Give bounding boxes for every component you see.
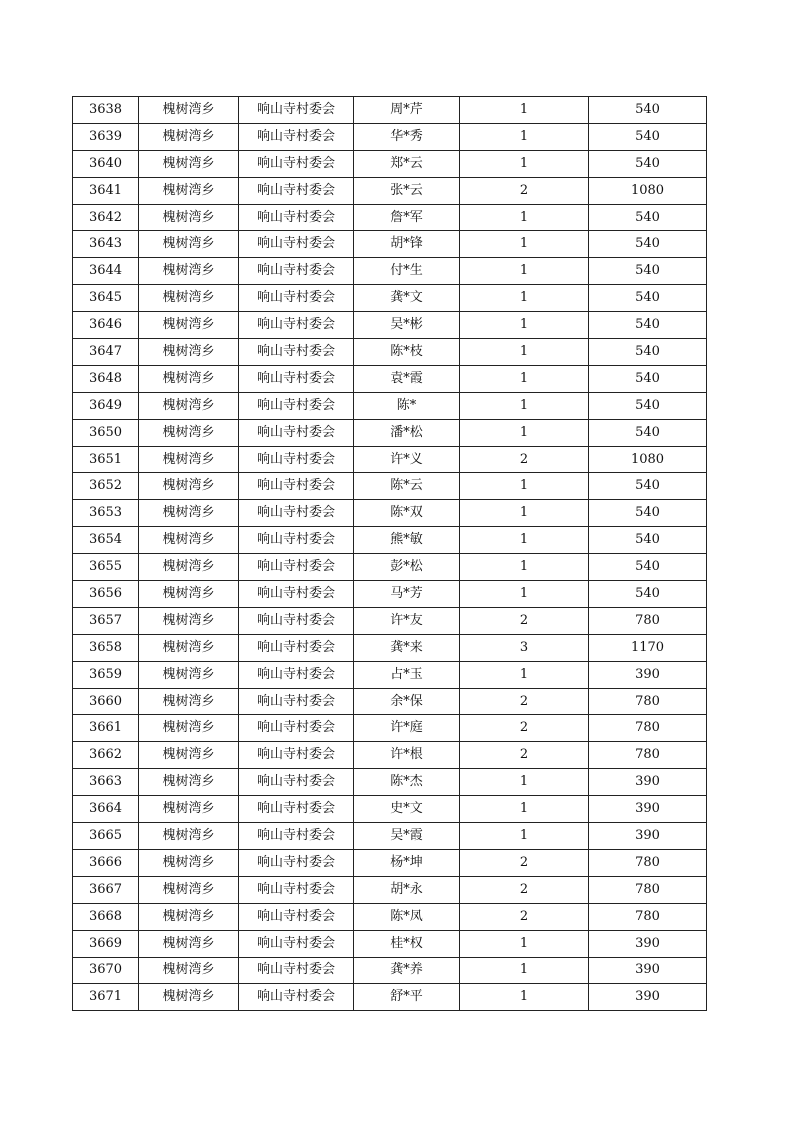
row-amount-cell: 390 — [589, 661, 707, 688]
table-row — [73, 769, 707, 796]
row-name-cell: 占*玉 — [354, 661, 460, 688]
row-village-cell: 响山寺村委会 — [239, 231, 354, 258]
row-amount-cell: 780 — [589, 742, 707, 769]
row-amount-cell: 780 — [589, 876, 707, 903]
row-village-cell: 响山寺村委会 — [239, 554, 354, 581]
row-village-cell: 响山寺村委会 — [239, 903, 354, 930]
table-row — [73, 688, 707, 715]
row-amount-cell: 390 — [589, 984, 707, 1011]
row-amount-cell: 540 — [589, 473, 707, 500]
table-row — [73, 231, 707, 258]
table-row — [73, 984, 707, 1011]
row-village-cell: 响山寺村委会 — [239, 365, 354, 392]
row-name-cell: 余*保 — [354, 688, 460, 715]
table-row — [73, 97, 707, 124]
row-id-cell: 3638 — [73, 97, 139, 124]
table-row — [73, 150, 707, 177]
row-count-cell: 2 — [460, 446, 589, 473]
row-town-cell: 槐树湾乡 — [139, 204, 239, 231]
row-id-cell: 3642 — [73, 204, 139, 231]
table-row — [73, 796, 707, 823]
row-amount-cell: 540 — [589, 231, 707, 258]
row-amount-cell: 540 — [589, 285, 707, 312]
row-amount-cell: 540 — [589, 150, 707, 177]
row-name-cell: 胡*锋 — [354, 231, 460, 258]
table-row — [73, 285, 707, 312]
row-count-cell: 1 — [460, 500, 589, 527]
row-id-cell: 3657 — [73, 607, 139, 634]
row-town-cell: 槐树湾乡 — [139, 769, 239, 796]
row-town-cell: 槐树湾乡 — [139, 285, 239, 312]
row-town-cell: 槐树湾乡 — [139, 527, 239, 554]
row-town-cell: 槐树湾乡 — [139, 150, 239, 177]
row-village-cell: 响山寺村委会 — [239, 715, 354, 742]
row-name-cell: 许*庭 — [354, 715, 460, 742]
row-id-cell: 3651 — [73, 446, 139, 473]
row-town-cell: 槐树湾乡 — [139, 957, 239, 984]
row-id-cell: 3643 — [73, 231, 139, 258]
table-row — [73, 527, 707, 554]
row-amount-cell: 390 — [589, 823, 707, 850]
row-town-cell: 槐树湾乡 — [139, 365, 239, 392]
row-count-cell: 1 — [460, 823, 589, 850]
row-id-cell: 3652 — [73, 473, 139, 500]
row-name-cell: 龚*来 — [354, 634, 460, 661]
table-row — [73, 500, 707, 527]
row-town-cell: 槐树湾乡 — [139, 715, 239, 742]
table-row — [73, 715, 707, 742]
row-amount-cell: 540 — [589, 312, 707, 339]
table-row — [73, 419, 707, 446]
table-row — [73, 661, 707, 688]
row-count-cell: 1 — [460, 984, 589, 1011]
row-name-cell: 陈*云 — [354, 473, 460, 500]
row-name-cell: 付*生 — [354, 258, 460, 285]
row-town-cell: 槐树湾乡 — [139, 796, 239, 823]
row-id-cell: 3644 — [73, 258, 139, 285]
row-name-cell: 张*云 — [354, 177, 460, 204]
row-amount-cell: 390 — [589, 957, 707, 984]
row-id-cell: 3645 — [73, 285, 139, 312]
row-id-cell: 3667 — [73, 876, 139, 903]
row-count-cell: 1 — [460, 97, 589, 124]
row-name-cell: 龚*养 — [354, 957, 460, 984]
row-name-cell: 周*芹 — [354, 97, 460, 124]
row-amount-cell: 540 — [589, 554, 707, 581]
row-village-cell: 响山寺村委会 — [239, 688, 354, 715]
table-row — [73, 177, 707, 204]
row-id-cell: 3670 — [73, 957, 139, 984]
row-count-cell: 2 — [460, 742, 589, 769]
row-amount-cell: 780 — [589, 715, 707, 742]
row-count-cell: 1 — [460, 769, 589, 796]
table-row — [73, 258, 707, 285]
row-village-cell: 响山寺村委会 — [239, 634, 354, 661]
row-village-cell: 响山寺村委会 — [239, 312, 354, 339]
table-row — [73, 930, 707, 957]
row-id-cell: 3649 — [73, 392, 139, 419]
row-amount-cell: 540 — [589, 258, 707, 285]
row-town-cell: 槐树湾乡 — [139, 312, 239, 339]
row-count-cell: 1 — [460, 930, 589, 957]
row-town-cell: 槐树湾乡 — [139, 607, 239, 634]
row-village-cell: 响山寺村委会 — [239, 876, 354, 903]
row-amount-cell: 390 — [589, 796, 707, 823]
row-village-cell: 响山寺村委会 — [239, 285, 354, 312]
row-id-cell: 3660 — [73, 688, 139, 715]
row-count-cell: 2 — [460, 715, 589, 742]
row-name-cell: 詹*军 — [354, 204, 460, 231]
row-village-cell: 响山寺村委会 — [239, 258, 354, 285]
row-amount-cell: 540 — [589, 339, 707, 366]
row-id-cell: 3662 — [73, 742, 139, 769]
row-amount-cell: 540 — [589, 392, 707, 419]
row-id-cell: 3641 — [73, 177, 139, 204]
row-village-cell: 响山寺村委会 — [239, 823, 354, 850]
row-count-cell: 1 — [460, 419, 589, 446]
row-village-cell: 响山寺村委会 — [239, 339, 354, 366]
row-amount-cell: 1170 — [589, 634, 707, 661]
row-village-cell: 响山寺村委会 — [239, 849, 354, 876]
row-amount-cell: 390 — [589, 769, 707, 796]
table-row — [73, 123, 707, 150]
row-name-cell: 舒*平 — [354, 984, 460, 1011]
row-amount-cell: 540 — [589, 204, 707, 231]
roster-table — [72, 96, 707, 1011]
row-count-cell: 1 — [460, 123, 589, 150]
row-id-cell: 3661 — [73, 715, 139, 742]
table-row — [73, 581, 707, 608]
row-amount-cell: 540 — [589, 97, 707, 124]
row-count-cell: 1 — [460, 150, 589, 177]
row-id-cell: 3663 — [73, 769, 139, 796]
row-name-cell: 熊*敏 — [354, 527, 460, 554]
row-village-cell: 响山寺村委会 — [239, 607, 354, 634]
table-row — [73, 204, 707, 231]
row-amount-cell: 540 — [589, 527, 707, 554]
row-town-cell: 槐树湾乡 — [139, 500, 239, 527]
row-count-cell: 2 — [460, 688, 589, 715]
row-id-cell: 3669 — [73, 930, 139, 957]
row-amount-cell: 540 — [589, 365, 707, 392]
row-town-cell: 槐树湾乡 — [139, 849, 239, 876]
row-amount-cell: 540 — [589, 123, 707, 150]
row-name-cell: 许*根 — [354, 742, 460, 769]
row-village-cell: 响山寺村委会 — [239, 796, 354, 823]
roster-table-body — [73, 97, 707, 1011]
table-row — [73, 742, 707, 769]
row-amount-cell: 540 — [589, 500, 707, 527]
row-name-cell: 龚*文 — [354, 285, 460, 312]
row-village-cell: 响山寺村委会 — [239, 419, 354, 446]
row-name-cell: 陈*枝 — [354, 339, 460, 366]
row-id-cell: 3666 — [73, 849, 139, 876]
row-town-cell: 槐树湾乡 — [139, 903, 239, 930]
row-id-cell: 3639 — [73, 123, 139, 150]
row-village-cell: 响山寺村委会 — [239, 661, 354, 688]
row-name-cell: 陈*杰 — [354, 769, 460, 796]
row-town-cell: 槐树湾乡 — [139, 554, 239, 581]
row-name-cell: 陈*双 — [354, 500, 460, 527]
row-count-cell: 2 — [460, 876, 589, 903]
row-town-cell: 槐树湾乡 — [139, 97, 239, 124]
row-id-cell: 3659 — [73, 661, 139, 688]
row-count-cell: 2 — [460, 849, 589, 876]
row-village-cell: 响山寺村委会 — [239, 930, 354, 957]
row-village-cell: 响山寺村委会 — [239, 204, 354, 231]
row-id-cell: 3655 — [73, 554, 139, 581]
table-row — [73, 957, 707, 984]
table-row — [73, 554, 707, 581]
row-town-cell: 槐树湾乡 — [139, 339, 239, 366]
row-town-cell: 槐树湾乡 — [139, 742, 239, 769]
row-count-cell: 1 — [460, 473, 589, 500]
row-name-cell: 陈*凤 — [354, 903, 460, 930]
row-name-cell: 桂*权 — [354, 930, 460, 957]
row-town-cell: 槐树湾乡 — [139, 473, 239, 500]
row-name-cell: 潘*松 — [354, 419, 460, 446]
row-count-cell: 1 — [460, 312, 589, 339]
row-count-cell: 1 — [460, 258, 589, 285]
row-id-cell: 3668 — [73, 903, 139, 930]
row-amount-cell: 780 — [589, 688, 707, 715]
row-id-cell: 3648 — [73, 365, 139, 392]
row-amount-cell: 1080 — [589, 446, 707, 473]
row-count-cell: 1 — [460, 365, 589, 392]
row-town-cell: 槐树湾乡 — [139, 661, 239, 688]
row-town-cell: 槐树湾乡 — [139, 419, 239, 446]
row-amount-cell: 1080 — [589, 177, 707, 204]
row-amount-cell: 780 — [589, 849, 707, 876]
table-row — [73, 607, 707, 634]
row-village-cell: 响山寺村委会 — [239, 177, 354, 204]
row-village-cell: 响山寺村委会 — [239, 446, 354, 473]
row-town-cell: 槐树湾乡 — [139, 392, 239, 419]
table-row — [73, 312, 707, 339]
row-count-cell: 1 — [460, 661, 589, 688]
row-amount-cell: 390 — [589, 930, 707, 957]
row-amount-cell: 540 — [589, 581, 707, 608]
row-village-cell: 响山寺村委会 — [239, 984, 354, 1011]
row-village-cell: 响山寺村委会 — [239, 742, 354, 769]
row-town-cell: 槐树湾乡 — [139, 581, 239, 608]
row-name-cell: 马*芳 — [354, 581, 460, 608]
row-id-cell: 3640 — [73, 150, 139, 177]
row-id-cell: 3671 — [73, 984, 139, 1011]
row-count-cell: 1 — [460, 554, 589, 581]
row-name-cell: 华*秀 — [354, 123, 460, 150]
row-village-cell: 响山寺村委会 — [239, 500, 354, 527]
row-name-cell: 杨*坤 — [354, 849, 460, 876]
table-row — [73, 339, 707, 366]
row-id-cell: 3646 — [73, 312, 139, 339]
row-id-cell: 3647 — [73, 339, 139, 366]
row-town-cell: 槐树湾乡 — [139, 876, 239, 903]
row-count-cell: 3 — [460, 634, 589, 661]
row-name-cell: 吴*霞 — [354, 823, 460, 850]
table-row — [73, 849, 707, 876]
row-village-cell: 响山寺村委会 — [239, 123, 354, 150]
row-id-cell: 3653 — [73, 500, 139, 527]
row-village-cell: 响山寺村委会 — [239, 97, 354, 124]
row-id-cell: 3650 — [73, 419, 139, 446]
row-amount-cell: 780 — [589, 903, 707, 930]
row-town-cell: 槐树湾乡 — [139, 123, 239, 150]
table-row — [73, 392, 707, 419]
row-town-cell: 槐树湾乡 — [139, 446, 239, 473]
row-count-cell: 1 — [460, 204, 589, 231]
row-name-cell: 袁*霞 — [354, 365, 460, 392]
table-row — [73, 446, 707, 473]
row-town-cell: 槐树湾乡 — [139, 823, 239, 850]
row-id-cell: 3665 — [73, 823, 139, 850]
row-town-cell: 槐树湾乡 — [139, 688, 239, 715]
row-name-cell: 吴*彬 — [354, 312, 460, 339]
row-town-cell: 槐树湾乡 — [139, 634, 239, 661]
row-count-cell: 2 — [460, 607, 589, 634]
row-count-cell: 1 — [460, 796, 589, 823]
row-town-cell: 槐树湾乡 — [139, 984, 239, 1011]
row-name-cell: 彭*松 — [354, 554, 460, 581]
row-village-cell: 响山寺村委会 — [239, 957, 354, 984]
table-row — [73, 634, 707, 661]
row-count-cell: 1 — [460, 285, 589, 312]
row-village-cell: 响山寺村委会 — [239, 581, 354, 608]
row-village-cell: 响山寺村委会 — [239, 769, 354, 796]
row-town-cell: 槐树湾乡 — [139, 258, 239, 285]
row-name-cell: 许*友 — [354, 607, 460, 634]
row-name-cell: 史*文 — [354, 796, 460, 823]
row-count-cell: 1 — [460, 392, 589, 419]
table-row — [73, 903, 707, 930]
row-town-cell: 槐树湾乡 — [139, 177, 239, 204]
row-amount-cell: 540 — [589, 419, 707, 446]
row-id-cell: 3664 — [73, 796, 139, 823]
row-count-cell: 2 — [460, 177, 589, 204]
row-id-cell: 3658 — [73, 634, 139, 661]
row-count-cell: 1 — [460, 581, 589, 608]
row-village-cell: 响山寺村委会 — [239, 473, 354, 500]
row-count-cell: 1 — [460, 527, 589, 554]
row-name-cell: 胡*永 — [354, 876, 460, 903]
row-village-cell: 响山寺村委会 — [239, 527, 354, 554]
row-id-cell: 3656 — [73, 581, 139, 608]
table-row — [73, 823, 707, 850]
row-town-cell: 槐树湾乡 — [139, 231, 239, 258]
row-count-cell: 1 — [460, 339, 589, 366]
row-town-cell: 槐树湾乡 — [139, 930, 239, 957]
row-count-cell: 1 — [460, 957, 589, 984]
row-count-cell: 1 — [460, 231, 589, 258]
row-id-cell: 3654 — [73, 527, 139, 554]
row-village-cell: 响山寺村委会 — [239, 392, 354, 419]
row-name-cell: 陈* — [354, 392, 460, 419]
row-name-cell: 许*义 — [354, 446, 460, 473]
row-amount-cell: 780 — [589, 607, 707, 634]
row-count-cell: 2 — [460, 903, 589, 930]
table-row — [73, 365, 707, 392]
table-row — [73, 876, 707, 903]
row-name-cell: 郑*云 — [354, 150, 460, 177]
table-row — [73, 473, 707, 500]
row-village-cell: 响山寺村委会 — [239, 150, 354, 177]
